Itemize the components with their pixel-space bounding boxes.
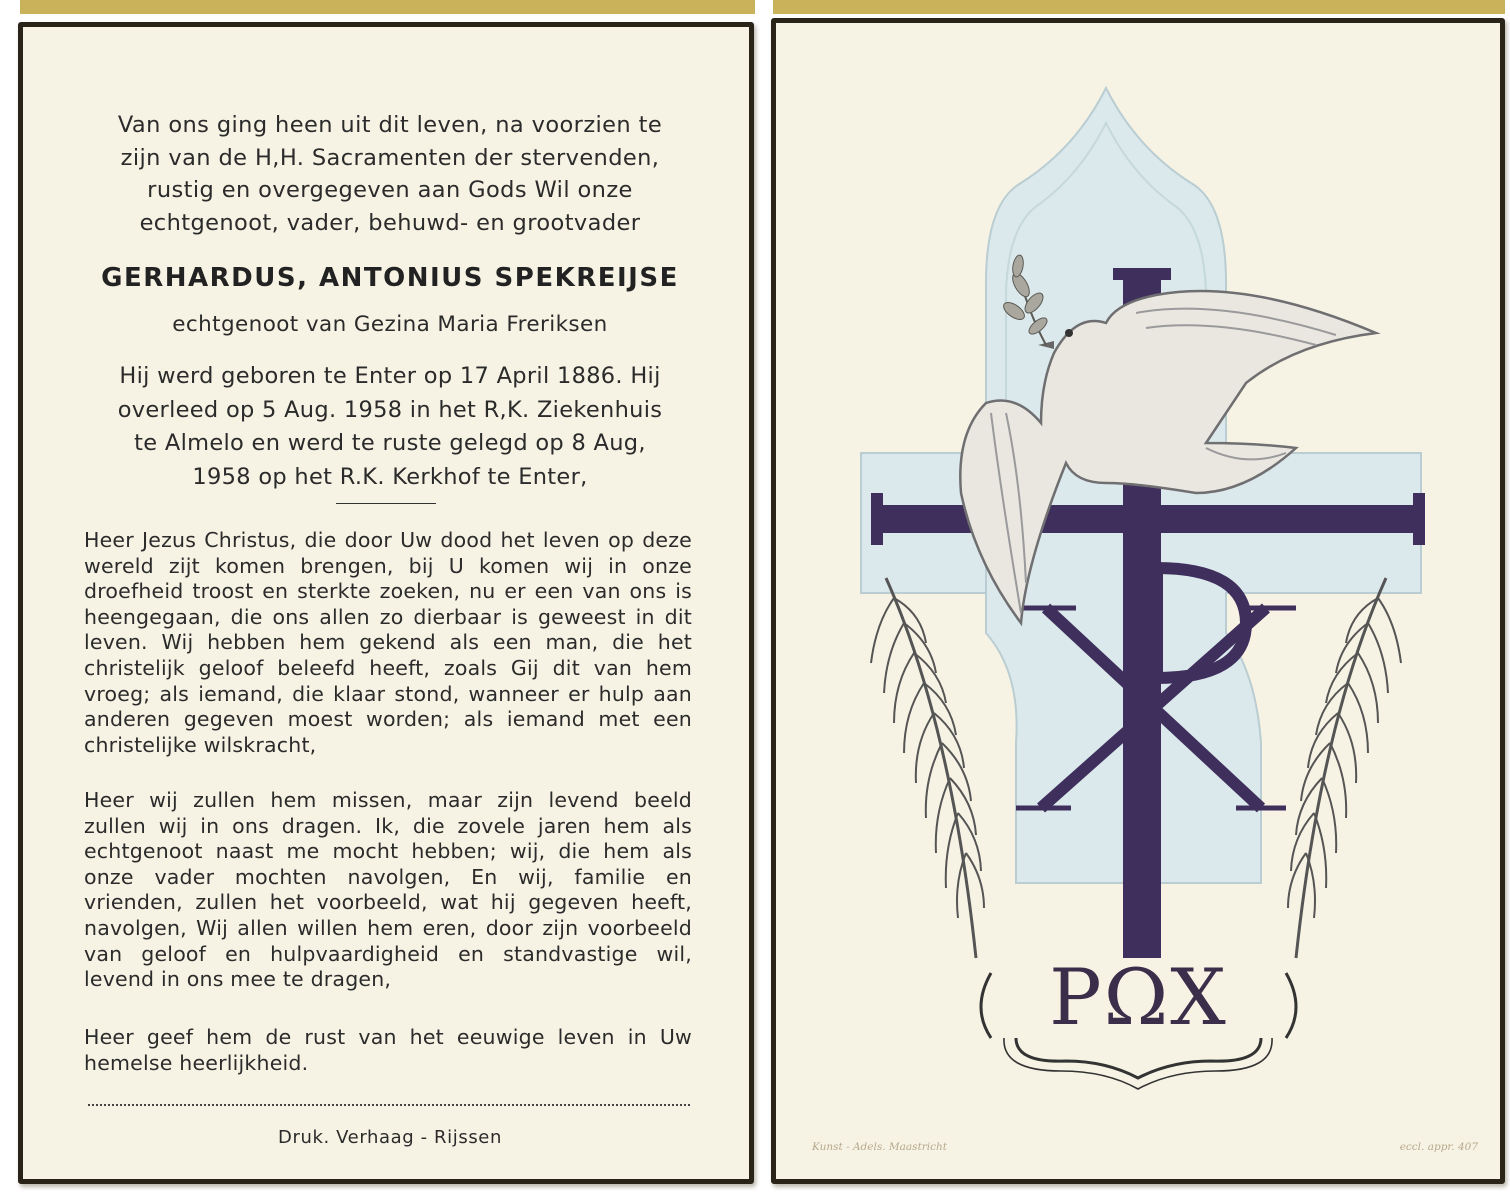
memorial-text-card: [18, 22, 754, 1184]
bio-line: 1958 op het R.K. Kerkhof te Enter,: [192, 463, 588, 490]
biography-text: [80, 360, 700, 494]
prayer-paragraph: Heer wij zullen hem missen, maar zijn levend beeld zullen wij in ons dragen. Ik, die zovele jaren hem als echtgenoot naast me mocht hebben; wij, die hem als onze vader mochten navolgen, En wij, familie en vrienden, zullen het voorbeeld, wat hij gegeven heeft, navolgen, Wij allen willen hem eren, door zijn voorbeeld van geloof en hulpvaardigheid en standvastige wil, levend in ons mee te dragen,: [84, 788, 692, 992]
gold-edge-left: [20, 0, 755, 14]
publisher-credit: Kunst - Adels. Maastricht: [812, 1141, 948, 1153]
bio-line: te Almelo en werd te ruste gelegd op 8 Aug,: [134, 430, 646, 456]
spouse-line: echtgenoot van Gezina Maria Freriksen: [172, 312, 608, 337]
intro-line: zijn van de H,H. Sacramenten der stervenden,: [120, 144, 660, 171]
section-divider: [336, 503, 436, 504]
intro-text: [80, 109, 700, 239]
deceased-name: GERHARDUS, ANTONIUS SPEKREIJSE: [101, 263, 679, 293]
intro-line: echtgenoot, vader, behuwd- en grootvader: [139, 209, 641, 236]
bio-line: overleed op 5 Aug. 1958 in het R,K. Ziekenhuis: [117, 396, 663, 423]
right-palm-branch-icon: [1288, 578, 1401, 958]
prayer-paragraph: Heer geef hem de rust van het eeuwige leven in Uw hemelse heerlijkheid.: [84, 1025, 692, 1075]
illustration-card: [771, 18, 1505, 1184]
pax-text: PΩX: [1049, 953, 1228, 1043]
prayer-paragraph: Heer Jezus Christus, die door Uw dood het leven op deze wereld zijt komen brengen, bij U komen wij in onze droefheid troost en sterkte zoeken, nu er een van ons is heengegaan, die ons allen zo dierbaar is geweest in dit leven. Wij hebben hem gekend als een man, die het christelijk geloof beleefd heeft, zoals Gij dit van hem vroeg; als iemand, die klaar stond, wanneer er hulp aan anderen gegeven moest worden; als iemand met een christelijke wilskracht,: [84, 528, 692, 757]
left-palm-branch-icon: [871, 578, 984, 958]
ecclesiastical-approval: eccl. appr. 407: [1399, 1141, 1478, 1153]
gold-edge-right: [773, 0, 1505, 14]
intro-line: Van ons ging heen uit dit leven, na voorzien te: [117, 112, 663, 138]
dotted-divider: [88, 1104, 690, 1106]
printer-credit: Druk. Verhaag - Rijssen: [278, 1127, 502, 1148]
intro-line: rustig en overgegeven aan Gods Wil onze: [147, 177, 633, 203]
bio-line: Hij werd geboren te Enter op 17 April 1886. Hij: [119, 363, 661, 389]
